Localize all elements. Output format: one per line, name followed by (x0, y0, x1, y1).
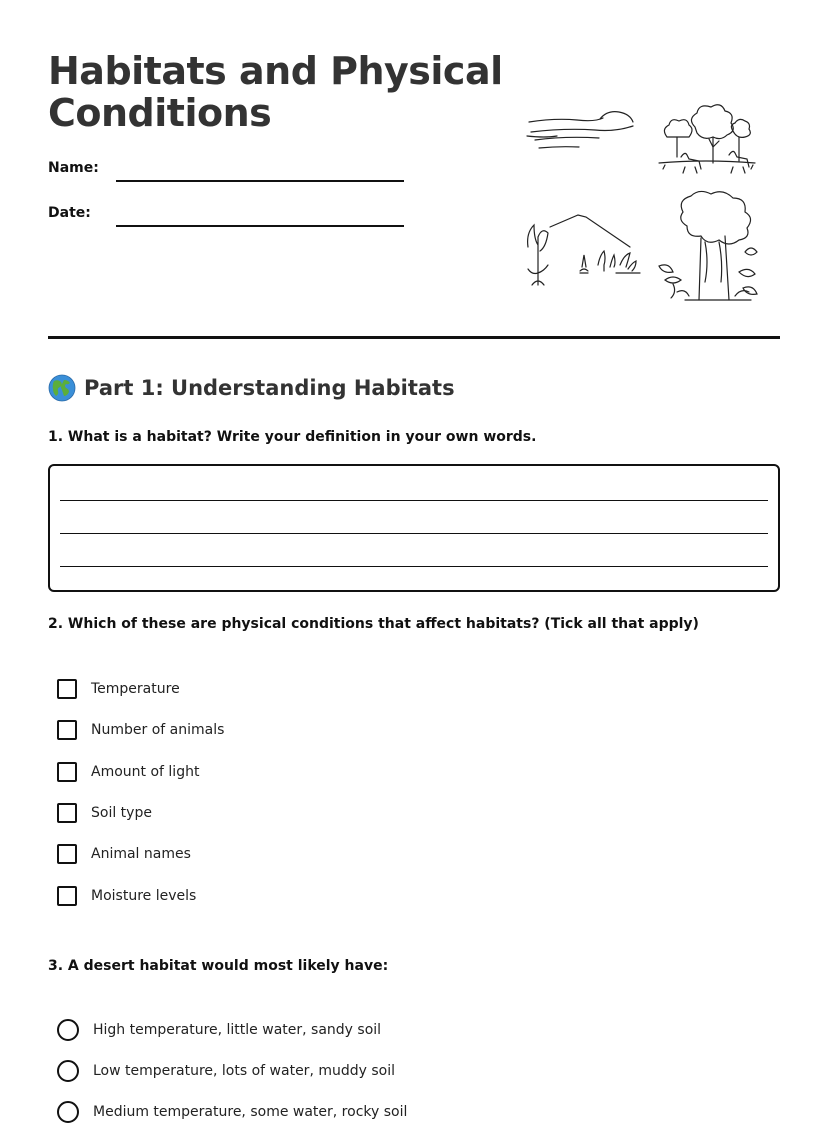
radio-button[interactable] (57, 1060, 79, 1082)
option-label: Soil type (91, 805, 152, 821)
checkbox[interactable] (57, 844, 77, 864)
radio-button[interactable] (57, 1101, 79, 1123)
option-label: Moisture levels (91, 888, 197, 904)
part1-heading (48, 374, 455, 402)
option-label: Number of animals (91, 722, 225, 738)
q3-option[interactable] (57, 1060, 395, 1082)
option-label: Temperature (91, 681, 180, 697)
date-label: Date: (48, 205, 91, 221)
name-label: Name: (48, 160, 99, 176)
option-label: Animal names (91, 846, 191, 862)
q2-option[interactable] (57, 844, 191, 864)
globe-icon (48, 374, 76, 402)
option-label: Low temperature, lots of water, muddy soil (93, 1063, 395, 1079)
page-title: Habitats and Physical Conditions (48, 49, 503, 135)
date-field[interactable] (116, 225, 404, 227)
question-3: 3. A desert habitat would most likely have: (48, 958, 389, 974)
q3-option[interactable] (57, 1019, 381, 1041)
part1-heading-text: Part 1: Understanding Habitats (84, 376, 455, 400)
option-label: Medium temperature, some water, rocky soil (93, 1104, 408, 1120)
coast-icon (527, 112, 633, 148)
rainforest-icon (659, 191, 757, 300)
radio-button[interactable] (57, 1019, 79, 1041)
checkbox[interactable] (57, 803, 77, 823)
question-1: 1. What is a habitat? Write your definition in your own words. (48, 429, 537, 445)
option-label: Amount of light (91, 764, 200, 780)
checkbox[interactable] (57, 720, 77, 740)
section-divider (48, 336, 780, 339)
question-2: 2. Which of these are physical conditions that affect habitats? (Tick all that apply) (48, 616, 699, 632)
checkbox[interactable] (57, 886, 77, 906)
answer-line (60, 566, 768, 567)
checkbox[interactable] (57, 762, 77, 782)
option-label: High temperature, little water, sandy soil (93, 1022, 382, 1038)
checkbox[interactable] (57, 679, 77, 699)
answer-box[interactable] (48, 464, 780, 592)
q3-option[interactable] (57, 1101, 407, 1123)
q2-option[interactable] (57, 720, 224, 740)
desert-icon (528, 215, 640, 285)
q2-option[interactable] (57, 762, 199, 782)
savanna-icon (659, 105, 755, 173)
answer-line (60, 533, 768, 534)
habitat-illustrations (515, 92, 775, 307)
name-field[interactable] (116, 180, 404, 182)
q2-option[interactable] (57, 679, 180, 699)
q2-option[interactable] (57, 803, 152, 823)
answer-line (60, 500, 768, 501)
q2-option[interactable] (57, 886, 196, 906)
